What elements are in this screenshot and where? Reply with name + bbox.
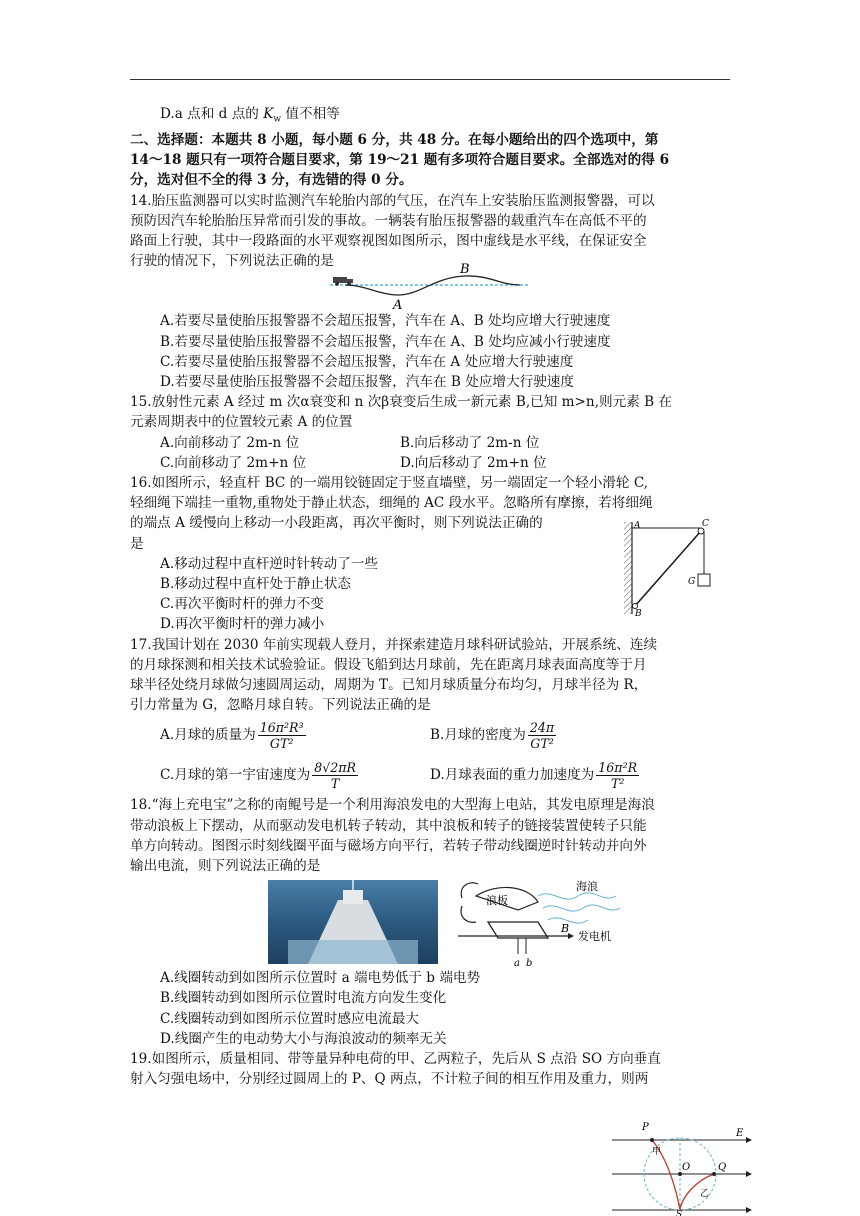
q16-figure bbox=[618, 518, 740, 618]
q13-option-d: D.a 点和 d 点的 $K_w$ 值不相等 bbox=[160, 106, 340, 125]
q17-option-c: C.月球的第一宇宙速度为 bbox=[160, 766, 311, 783]
q18-stem-4: 输出电流，则下列说法正确的是 bbox=[130, 858, 321, 875]
q17-stem-2: 的月球探测和相关技术试验验证。假设飞船到达月球前，先在距离月球表面高度等于月 bbox=[130, 656, 647, 673]
q15-option-d: D.向后移动了 2m+n 位 bbox=[400, 454, 547, 471]
q19-figure bbox=[612, 1118, 752, 1216]
q16-stem-1: 16.如图所示，轻直杆 BC 的一端用铰链固定于竖直墙壁，另一端固定一个轻小滑轮 C, bbox=[130, 474, 649, 491]
q17-c-fraction: $\frac{8√2\pi R}{T}$ bbox=[314, 759, 356, 791]
q17-stem-3: 球半径处绕月球做匀速圆周运动，周期为 T。已知月球质量分布均匀，月球半径为 R， bbox=[130, 677, 648, 693]
q17-option-b: B.月球的密度为 bbox=[430, 726, 526, 743]
q18-generator-diagram bbox=[448, 876, 628, 968]
section2-line3: 分，选对但不全的得 3 分，有选错的得 0 分。 bbox=[130, 172, 413, 189]
q18-label-b-terminal: b bbox=[526, 958, 533, 970]
q14-stem-2: 预防因汽车轮胎胎压异常而引发的事故。一辆装有胎压报警器的载重汽车在高低不平的 bbox=[130, 212, 647, 229]
q15-stem-2: 元素周期表中的位置较元素 A 的位置 bbox=[130, 414, 353, 431]
q18-label-board: 浪板 bbox=[486, 894, 508, 908]
q15-option-c: C.向前移动了 2m+n 位 bbox=[160, 454, 307, 471]
q16-option-d: D.再次平衡时杆的弹力减小 bbox=[160, 616, 325, 633]
q17-a-fraction: $\frac{\text{16π²R³}}{\text{GT²}}$ bbox=[259, 719, 304, 751]
q16-option-c: C.再次平衡时杆的弹力不变 bbox=[160, 596, 324, 613]
q16-label-c: C bbox=[702, 519, 709, 529]
q14-option-b: B.若要尽量使胎压报警器不会超压报警，汽车在 A、B 处均应减小行驶速度 bbox=[160, 333, 611, 350]
q19-label-yi: 乙 bbox=[700, 1189, 710, 1199]
q14-stem-1: 14.胎压监测器可以实时监测汽车轮胎内部的气压，在汽车上安装胎压监测报警器，可以 bbox=[130, 192, 655, 209]
q18-figures bbox=[130, 876, 730, 968]
q19-label-o: O bbox=[682, 1162, 691, 1173]
q14-label-a: A bbox=[393, 298, 403, 314]
q16-label-a: A bbox=[634, 521, 641, 531]
q14-label-b: B bbox=[460, 262, 470, 278]
q18-label-a: a bbox=[514, 958, 520, 970]
q17-d-fraction: $\frac{\text{16π²R}}{\text{T²}}$ bbox=[598, 759, 638, 791]
q17-option-d: D.月球表面的重力加速度为 bbox=[430, 766, 595, 783]
q18-stem-1: 18.“海上充电宝”之称的南鲲号是一个利用海浪发电的大型海上电站，其发电原理是海浪 bbox=[130, 797, 655, 814]
q14-stem-3: 路面上行驶，其中一段路面的水平观察视图如图所示，图中虚线是水平线，在保证安全 bbox=[130, 232, 647, 249]
q18-label-wave: 海浪 bbox=[576, 880, 598, 894]
q19-label-e: E bbox=[736, 1128, 744, 1139]
header-rule bbox=[130, 79, 730, 80]
q19-stem-1: 19.如图所示，质量相同、带等量异种电荷的甲、乙两粒子，先后从 S 点沿 SO 方向垂直 bbox=[130, 1051, 661, 1068]
q16-option-b: B.移动过程中直杆处于静止状态 bbox=[160, 575, 352, 592]
section2-line1: 二、选择题：本题共 8 小题，每小题 6 分，共 48 分。在每小题给出的四个选项中，第 bbox=[130, 131, 659, 148]
q16-stem-4: 是 bbox=[130, 535, 144, 552]
section2-line2: 14～18 题只有一项符合题目要求，第 19～21 题有多项符合题目要求。全部选对的得 6 bbox=[130, 152, 670, 169]
q18-ship-photo bbox=[268, 880, 438, 964]
q17-b-fraction: $\frac{24\pi}{\text{GT²}}$ bbox=[529, 719, 555, 751]
q16-label-g: G bbox=[688, 577, 696, 587]
q19-label-jia: 甲 bbox=[652, 1147, 662, 1157]
q19-label-p: P bbox=[642, 1122, 649, 1133]
q16-stem-3: 的端点 A 缓慢向上移动一小段距离，再次平衡时，则下列说法正确的 bbox=[130, 515, 543, 532]
q18-option-d: D.线圈产生的电动势大小与海浪波动的频率无关 bbox=[160, 1030, 447, 1047]
q19-label-s: S bbox=[676, 1210, 683, 1216]
q18-option-b: B.线圈转动到如图所示位置时电流方向发生变化 bbox=[160, 990, 447, 1007]
q17-option-a: A.月球的质量为 bbox=[160, 726, 256, 743]
q16-stem-2: 轻细绳下端挂一重物,重物处于静止状态，细绳的 AC 段水平。忽略所有摩擦，若将细绳 bbox=[130, 495, 653, 512]
q18-label-b: B bbox=[561, 922, 570, 936]
q17-stem-4: 引力常量为 G，忽略月球自转。下列说法正确的是 bbox=[130, 697, 431, 714]
q14-option-d: D.若要尽量使胎压报警器不会超压报警，汽车在 B 处应增大行驶速度 bbox=[160, 373, 574, 390]
q18-option-c: C.线圈转动到如图所示位置时感应电流最大 bbox=[160, 1010, 419, 1027]
q15-option-b: B.向后移动了 2m-n 位 bbox=[400, 434, 540, 451]
q18-stem-3: 单方向转动。图图示时刻线圈平面与磁场方向平行，若转子带动线圈逆时针转动并向外 bbox=[130, 837, 647, 854]
q17-stem-1: 17.我国计划在 2030 年前实现载人登月，并探索建造月球科研试验站，开展系统、连续 bbox=[130, 636, 658, 653]
q15-option-a: A.向前移动了 2m-n 位 bbox=[160, 434, 300, 451]
q19-label-q: Q bbox=[718, 1162, 727, 1173]
q19-stem-2: 射入匀强电场中，分别经过圆周上的 P、Q 两点，不计粒子间的相互作用及重力，则两 bbox=[130, 1071, 649, 1088]
q18-stem-2: 带动浪板上下摆动，从而驱动发电机转子转动，其中浪板和转子的链接装置使转子只能 bbox=[130, 817, 647, 834]
q14-option-a: A.若要尽量使胎压报警器不会超压报警，汽车在 A、B 处均应增大行驶速度 bbox=[160, 313, 611, 330]
q14-figure bbox=[130, 262, 730, 314]
q18-option-a: A.线圈转动到如图所示位置时 a 端电势低于 b 端电势 bbox=[160, 970, 481, 987]
q18-label-generator: 发电机 bbox=[578, 930, 611, 944]
q16-option-a: A.移动过程中直杆逆时针转动了一些 bbox=[160, 555, 379, 572]
q14-option-c: C.若要尽量使胎压报警器不会超压报警，汽车在 A 处应增大行驶速度 bbox=[160, 353, 574, 370]
q14-stem-4: 行驶的情况下，下列说法正确的是 bbox=[130, 253, 334, 270]
q15-stem-1: 15.放射性元素 A 经过 m 次α衰变和 n 次β衰变后生成一新元素 B,已知 m>n,则元素 B 在 bbox=[130, 394, 673, 411]
q16-label-b: B bbox=[635, 609, 642, 619]
